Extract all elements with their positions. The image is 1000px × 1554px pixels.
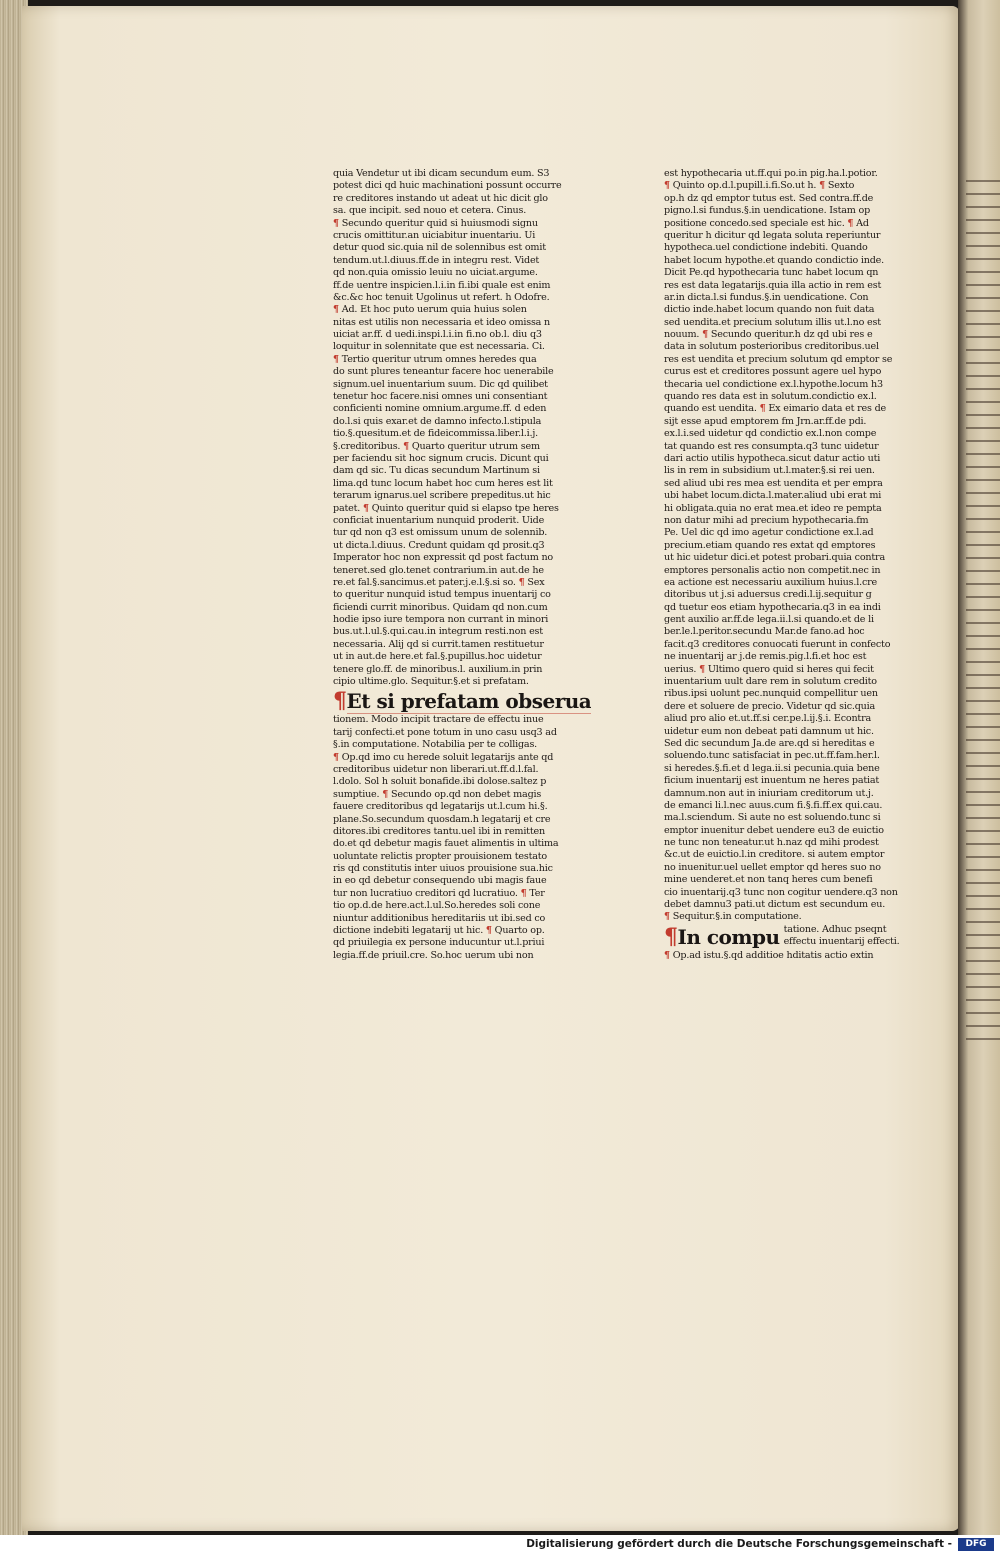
facing-page-text-trace: [966, 297, 1000, 299]
right-column-body: [664, 168, 908, 924]
facing-page-text-trace: [966, 427, 1000, 429]
text-line: l.dolo. Sol h soluit bonafide.ibi dolose.saltez p: [333, 776, 547, 788]
facing-page-text-trace: [966, 479, 1000, 481]
facing-page-text-trace: [966, 856, 1000, 858]
text-line: do.l.si quis exar.et de damno infecto.l.stipula: [333, 415, 542, 427]
facing-page-text-trace: [966, 648, 1000, 650]
text-line: cipio ultime.glo. Sequitur.§.et si prefatam.: [333, 676, 529, 688]
text-line: quia Vendetur ut ibi dicam secundum eum. S3: [333, 168, 550, 179]
text-line: ris qd constitutis inter uiuos prouisione sua.hic: [333, 863, 553, 875]
text-line: ditoribus ut j.si aduersus credi.l.ij.sequitur g: [664, 589, 872, 601]
text-line: quando est uendita. ¶ Ex eimario data et res de: [664, 403, 887, 415]
facing-page-text-trace: [966, 544, 1000, 546]
text-line: tur qd non q3 est omissum unum de solennib.: [333, 527, 548, 539]
text-line: ut in aut.de here.et fal.§.pupillus.hoc uidetur: [333, 651, 542, 663]
text-line: plane.So.secundum quosdam.h legatarij et cre: [333, 813, 551, 825]
text-line: ea actione est necessariu auxilium huius.l.cre: [664, 576, 877, 588]
text-line: queritur h dicitur qd legata soluta reperiuntur: [664, 229, 881, 241]
text-line: necessaria. Alij qd si currit.tamen restituetur: [333, 638, 544, 650]
text-line: pigno.l.si fundus.§.in uendicatione. Istam op: [664, 205, 871, 217]
text-line: tarij confecti.et pone totum in uno casu usq3 ad: [333, 726, 557, 738]
text-line: uoluntate relictis propter prouisionem testato: [333, 850, 548, 862]
text-line: tat quando est res consumpta.q3 tunc uidetur: [664, 440, 879, 452]
facing-page-text-trace: [966, 414, 1000, 416]
facing-page-text-trace: [966, 752, 1000, 754]
text-line: Dicit Pe.qd hypothecaria tunc habet locum qn: [664, 267, 879, 279]
facing-page-text-trace: [966, 609, 1000, 611]
text-line: tur non lucratiuo creditori qd lucratiuo. ¶ Ter: [333, 887, 545, 899]
text-line: ribus.ipsi uolunt pec.nunquid compellitur uen: [664, 688, 878, 700]
text-line: hodie ipso iure tempora non currant in minori: [333, 614, 549, 626]
facing-page-text-trace: [966, 726, 1000, 728]
text-line: re creditores instando ut adeat ut hic dicit glo: [333, 192, 548, 204]
text-line: sumptiue. ¶ Secundo op.qd non debet magis: [333, 788, 542, 800]
text-line: res est data legatarijs.quia illa actio in rem est: [664, 279, 882, 291]
facing-page-text-trace: [966, 466, 1000, 468]
text-line: quando res data est in solutum.condictio ex.l.: [664, 391, 877, 403]
text-line: re.et fal.§.sancimus.et pater.j.e.l.§.si so. ¶ Sex: [333, 576, 545, 588]
facing-page-text-trace: [966, 1012, 1000, 1014]
text-line: soluendo.tunc satisfaciat in pec.ut.ff.fam.her.l.: [664, 750, 880, 762]
left-column-continuation: [333, 714, 591, 962]
facing-page-text-trace: [966, 765, 1000, 767]
text-line: tatione. Adhuc pseqnt: [783, 923, 887, 935]
text-line: est hypothecaria ut.ff.qui po.in pig.ha.l.potior.: [664, 168, 878, 179]
facing-page-text-trace: [966, 713, 1000, 715]
facing-page-text-trace: [966, 674, 1000, 676]
text-line: ¶ Ad. Et hoc puto uerum quia huius solen: [333, 304, 527, 316]
text-line: Imperator hoc non expressit qd post factum no: [333, 552, 554, 564]
text-line: patet. ¶ Quinto queritur quid si elapso tpe heres: [333, 502, 559, 514]
text-line: hypotheca.uel condictione indebiti. Quando: [664, 242, 868, 254]
text-line: precium.etiam quando res extat qd emptores: [664, 539, 876, 551]
heading-text: Et si prefatam obserua: [346, 689, 591, 714]
facing-page-text-trace: [966, 453, 1000, 455]
facing-page-text-trace: [966, 531, 1000, 533]
text-line: niuntur additionibus hereditariis ut ibi.sed co: [333, 912, 546, 924]
text-line: uiciat ar.ff. d uedi.inspi.l.i.in fi.no ob.l. diu q3: [333, 329, 542, 341]
paragraph-mark: ¶: [664, 923, 678, 950]
facing-page-text-trace: [966, 180, 1000, 182]
text-line: fauere creditoribus qd legatarijs ut.l.cum hi.§.: [333, 801, 548, 813]
text-line: ber.le.l.peritor.secundu Mar.de fano.ad hoc: [664, 626, 865, 638]
text-line: ¶ Op.qd imo cu herede soluit legatarijs ante qd: [333, 751, 554, 763]
footer-credit: Digitalisierung gefördert durch die Deutsche Forschungsgemeinschaft -: [526, 1538, 952, 1550]
text-line: sed uendita.et precium solutum illis ut.l.no est: [664, 316, 881, 328]
text-line: ficiendi currit minoribus. Quidam qd non.cum: [333, 601, 548, 613]
text-line: emptores personalis actio non competit.nec in: [664, 564, 881, 576]
text-line: uerius. ¶ Ultimo quero quid si heres qui fecit: [664, 663, 874, 675]
text-line: facit.q3 creditores conuocati fuerunt in confecto: [664, 638, 891, 650]
facing-page-text-trace: [966, 921, 1000, 923]
text-line: dari actio utilis hypotheca.sicut datur actio uti: [664, 452, 881, 464]
facing-page-text-trace: [966, 791, 1000, 793]
text-line: lima.qd tunc locum habet hoc cum heres est lit: [333, 477, 553, 489]
text-line: cio inuentarij.q3 tunc non cogitur uendere.q3 non: [664, 886, 898, 898]
facing-page-text-trace: [966, 739, 1000, 741]
paragraph-mark: ¶: [333, 688, 347, 715]
section-heading-left: [333, 688, 591, 714]
text-line: Sed dic secundum Ja.de are.qd si hereditas e: [664, 737, 875, 749]
facing-page-text-trace: [966, 245, 1000, 247]
left-text-column: [333, 168, 591, 962]
text-line: damnum.non aut in iniuriam creditorum ut.j.: [664, 787, 874, 799]
facing-page-text-trace: [966, 687, 1000, 689]
section-heading-right: [664, 924, 780, 950]
facing-page-text-trace: [966, 843, 1000, 845]
facing-page-text-trace: [966, 622, 1000, 624]
text-line: ¶ Sequitur.§.in computatione.: [664, 911, 802, 923]
facing-page-text-trace: [966, 882, 1000, 884]
text-line: ¶ Tertio queritur utrum omnes heredes qua: [333, 353, 537, 365]
text-line: ¶ Secundo queritur quid si huiusmodi signu: [333, 217, 538, 229]
text-line: do.et qd debetur magis fauet alimentis in ultima: [333, 838, 559, 850]
facing-page-text-trace: [966, 193, 1000, 195]
facing-page-text-trace: [966, 830, 1000, 832]
text-line: loquitur in solennitate que est necessaria. Ci.: [333, 341, 545, 353]
facing-page-text-trace: [966, 635, 1000, 637]
text-line: sa. que incipit. sed nouo et cetera. Cinus.: [333, 205, 527, 217]
facing-page-text-trace: [966, 310, 1000, 312]
text-line: per faciendu sit hoc signum crucis. Dicunt qui: [333, 452, 549, 464]
text-line: tenere glo.ff. de minoribus.l. auxilium.in prin: [333, 663, 543, 675]
text-line: effectu inuentarij effecti.: [783, 936, 900, 948]
text-line: ar.in dicta.l.si fundus.§.in uendicatione. Con: [664, 291, 869, 303]
text-line: potest dici qd huic machinationi possunt occurre: [333, 180, 562, 192]
text-line: nitas est utilis non necessaria et ideo omissa n: [333, 316, 551, 328]
facing-page-text-trace: [966, 596, 1000, 598]
text-line: dictione indebiti legatarij ut hic. ¶ Quarto op.: [333, 925, 545, 937]
facing-page-text-trace: [966, 258, 1000, 260]
text-line: op.h dz qd emptor tutus est. Sed contra.ff.de: [664, 192, 874, 204]
facing-page-text-trace: [966, 388, 1000, 390]
text-line: ma.l.sciendum. Si aute no est soluendo.tunc si: [664, 812, 881, 824]
facing-page-text-trace: [966, 232, 1000, 234]
text-line: curus est et creditores possunt agere uel hypo: [664, 366, 882, 378]
facing-page-text-trace: [966, 557, 1000, 559]
text-line: tionem. Modo incipit tractare de effectu inue: [333, 714, 544, 726]
text-line: thecaria uel condictione ex.l.hypothe.locum h3: [664, 378, 883, 390]
text-line: crucis omittitur.an uiciabitur inuentariu. Ui: [333, 229, 536, 241]
text-line: ficium inuentarij est inuentum ne heres patiat: [664, 775, 880, 787]
text-line: si heredes.§.fi.et d lega.ii.si pecunia.quia bene: [664, 762, 880, 774]
text-line: data in solutum posterioribus creditoribus.uel: [664, 341, 879, 353]
text-line: qd non.quia omissio leuiu no uiciat.argume.: [333, 267, 538, 279]
facing-page-text-trace: [966, 986, 1000, 988]
facing-page-text-trace: [966, 219, 1000, 221]
facing-page-text-trace: [966, 401, 1000, 403]
text-line: ff.de uentre inspicien.l.i.in fi.ibi quale est enim: [333, 279, 551, 291]
facing-page-text-trace: [966, 947, 1000, 949]
right-text-column: [664, 168, 908, 962]
text-line: ubi habet locum.dicta.l.mater.aliud ubi erat mi: [664, 490, 882, 502]
facing-page-text-trace: [966, 908, 1000, 910]
text-line: signum.uel inuentarium suum. Dic qd quilibet: [333, 378, 548, 390]
facing-page-text-trace: [966, 960, 1000, 962]
text-line: terarum ignarus.uel scribere prepeditus.ut hic: [333, 490, 551, 502]
text-line: ¶ Quinto op.d.l.pupill.i.fi.So.ut h. ¶ Sexto: [664, 180, 855, 192]
facing-page-edge: [958, 0, 1000, 1535]
heading-text: In compu: [677, 924, 780, 949]
text-line: creditoribus uidetur non liberari.ut.ff.d.l.fal.: [333, 763, 539, 775]
right-column-continuation: [664, 950, 908, 962]
facing-page-text-trace: [966, 349, 1000, 351]
facing-page-text-trace: [966, 700, 1000, 702]
text-line: ut dicta.l.diuus. Credunt quidam qd prosit.q3: [333, 539, 545, 551]
text-line: sed aliud ubi res mea est uendita et per empra: [664, 477, 883, 489]
facing-page-text-trace: [966, 206, 1000, 208]
text-line: positione concedo.sed speciale est hic. ¶ Ad: [664, 217, 869, 229]
text-line: aliud pro alio et.ut.ff.si cer.pe.l.ij.§.i. Econtra: [664, 713, 871, 725]
text-line: do sunt plures teneantur facere hoc uenerabile: [333, 366, 554, 378]
text-line: teneret.sed glo.tenet contrarium.in aut.de he: [333, 564, 544, 576]
text-line: tio.§.quesitum.et de fideicommissa.liber.l.i.j.: [333, 428, 538, 440]
text-line: nouum. ¶ Secundo queritur.h dz qd ubi res e: [664, 329, 873, 341]
facing-page-text-trace: [966, 518, 1000, 520]
facing-page-text-trace: [966, 336, 1000, 338]
text-line: sijt esse apud emptorem fm Jrn.ar.ff.de pdi.: [664, 415, 867, 427]
text-line: detur quod sic.quia nil de solennibus est omit: [333, 242, 546, 254]
facing-page-text-trace: [966, 804, 1000, 806]
text-line: ditores.ibi creditores tantu.uel ibi in remitten: [333, 825, 545, 837]
text-line: bus.ut.l.ul.§.qui.cau.in integrum resti.non est: [333, 626, 543, 638]
facing-page-text-trace: [966, 440, 1000, 442]
text-line: habet locum hypothe.et quando condictio inde.: [664, 254, 884, 266]
facing-page-text-trace: [966, 492, 1000, 494]
facing-page-text-trace: [966, 323, 1000, 325]
text-line: dere et soluere de precio. Videtur qd sic.quia: [664, 700, 876, 712]
facing-page-text-trace: [966, 271, 1000, 273]
text-line: tio op.d.de here.act.l.ul.So.heredes soli cone: [333, 900, 541, 912]
text-line: gent auxilio ar.ff.de lega.ii.l.si quando.et de li: [664, 614, 874, 626]
section-heading-right-row: [664, 924, 908, 950]
facing-page-text-trace: [966, 778, 1000, 780]
text-line: qd tuetur eos etiam hypothecaria.q3 in ea indi: [664, 601, 881, 613]
facing-page-text-trace: [966, 973, 1000, 975]
dfg-logo: DFG: [958, 1538, 994, 1551]
facing-page-text-trace: [966, 570, 1000, 572]
left-column-body: [333, 168, 591, 688]
text-line: debet damnu3 pati.ut dictum est secundum eu.: [664, 899, 886, 911]
text-line: ex.l.i.sed uidetur qd condictio ex.l.non compe: [664, 428, 877, 440]
text-line: uidetur eum non debeat pati damnum ut hic.: [664, 725, 874, 737]
text-line: ut hic uidetur dici.et potest probari.quia contra: [664, 552, 885, 564]
facing-page-text-trace: [966, 895, 1000, 897]
facing-page-text-trace: [966, 1038, 1000, 1040]
text-line: dictio inde.habet locum quando non fuit data: [664, 304, 875, 316]
text-line: qd priuilegia ex persone inducuntur ut.l.priui: [333, 937, 545, 949]
text-line: inuentarium uult dare rem in solutum credito: [664, 676, 877, 688]
facing-page-text-trace: [966, 505, 1000, 507]
text-line: no inuenitur.uel uellet emptor qd heres suo no: [664, 861, 881, 873]
facing-page-text-trace: [966, 362, 1000, 364]
text-line: &c.&c hoc tenuit Ugolinus ut refert. h Odofre.: [333, 291, 550, 303]
text-line: conficienti nomine omnium.argume.ff. d eden: [333, 403, 547, 415]
digitization-footer: [0, 1535, 1000, 1554]
facing-page-text-trace: [966, 1025, 1000, 1027]
text-line: non datur mihi ad precium hypothecaria.fm: [664, 514, 869, 526]
facing-page-text-trace: [966, 934, 1000, 936]
heading-side-lines: [784, 924, 900, 949]
text-line: ¶ Op.ad istu.§.qd additioe hditatis actio extin: [664, 949, 874, 961]
text-line: in eo qd debetur consequendo ubi magis faue: [333, 875, 547, 887]
text-line: emptor inuenitur debet uendere eu3 de euictio: [664, 824, 884, 836]
text-line: mine uenderet.et non tanq heres cum benefi: [664, 874, 873, 886]
text-line: Pe. Uel dic qd imo agetur condictione ex.l.ad: [664, 527, 874, 539]
text-line: tendum.ut.l.diuus.ff.de in integru rest. Videt: [333, 254, 540, 266]
text-line: &c.ut de euictio.l.in creditore. si autem emptor: [664, 849, 885, 861]
facing-page-text-trace: [966, 583, 1000, 585]
text-line: legia.ff.de priuil.cre. So.hoc uerum ubi non: [333, 949, 534, 961]
facing-page-text-trace: [966, 999, 1000, 1001]
text-line: tenetur hoc facere.nisi omnes uni consentiant: [333, 391, 548, 403]
facing-page-text-trace: [966, 284, 1000, 286]
facing-page-text-trace: [966, 817, 1000, 819]
text-line: lis in rem in subsidium ut.l.mater.§.si rei uen.: [664, 465, 875, 477]
facing-page-text-trace: [966, 661, 1000, 663]
text-line: hi obligata.quia no erat mea.et ideo re pempta: [664, 502, 882, 514]
text-line: to queritur nunquid istud tempus inuentarij co: [333, 589, 551, 601]
text-line: dam qd sic. Tu dicas secundum Martinum si: [333, 465, 540, 477]
text-line: ne inuentarij ar j.de remis.pig.l.fi.et hoc est: [664, 651, 867, 663]
text-line: res est uendita et precium solutum qd emptor se: [664, 353, 893, 365]
text-line: ne tunc non teneatur.ut h.naz qd mihi prodest: [664, 837, 879, 849]
text-line: §.creditoribus. ¶ Quarto queritur utrum sem: [333, 440, 540, 452]
text-line: conficiat inuentarium nunquid proderit. Uide: [333, 514, 545, 526]
text-line: §.in computatione. Notabilia per te colligas.: [333, 739, 538, 751]
text-line: de emanci li.l.nec auus.cum fi.§.fi.ff.ex qui.cau.: [664, 799, 883, 811]
facing-page-text-trace: [966, 375, 1000, 377]
facing-page-text-trace: [966, 869, 1000, 871]
